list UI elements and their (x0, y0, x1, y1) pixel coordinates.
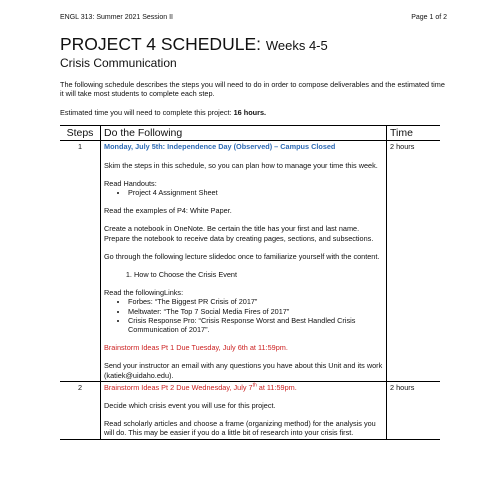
examples-instruction: Read the examples of P4: White Paper. (104, 206, 232, 216)
list-item: • Forbes: “The Biggest PR Crisis of 2017” (128, 297, 383, 306)
intro-paragraph: The following schedule describes the steps you will need to do in order to compose deliverables and the estimated time it will take most students to complete each step. (60, 80, 445, 99)
step-content (101, 381, 387, 439)
table-row (60, 141, 440, 381)
links-list (104, 297, 383, 334)
page-subtitle: Crisis Communication (60, 56, 177, 70)
table-header-row (60, 126, 440, 141)
header-steps: Steps (60, 126, 101, 141)
handouts-list (104, 188, 383, 197)
step-time: 2 hours (387, 141, 441, 381)
header-time: Time (387, 126, 441, 141)
page-header (60, 14, 447, 21)
page-number: Page 1 of 2 (411, 14, 447, 21)
schedule-table (60, 125, 440, 439)
research-instruction: Read scholarly articles and choose a frame (organizing method) for the analysis you will do. This may be easier if you do a little bit of research into your crisis first. (104, 419, 376, 438)
skim-instruction: Skim the steps in this schedule, so you can plan how to manage your time this week. (104, 160, 378, 170)
decide-instruction: Decide which crisis event you will use for this project. (104, 401, 276, 411)
handouts-label: Read Handouts: (104, 178, 157, 188)
title-weeks: Weeks 4-5 (265, 38, 328, 53)
list-item: 1. How to Choose the Crisis Event (134, 270, 383, 279)
estimate-text: Estimated time you will need to complete this project: (60, 108, 234, 118)
list-item: • Crisis Response Pro: “Crisis Response Worst and Best Handled Crisis Communication of 2017”. (128, 316, 383, 334)
email-instruction: Send your instructor an email with any questions you have about this Unit and its work (katiek@uidaho.edu). (104, 361, 383, 380)
time-estimate (60, 108, 447, 117)
list-item: • Meltwater: “The Top 7 Social Media Fires of 2017” (128, 307, 383, 316)
table-row (60, 381, 440, 439)
lecture-list (104, 270, 383, 279)
title-main: PROJECT 4 SCHEDULE: (60, 34, 266, 54)
due-time: at 11:59pm. (256, 382, 297, 392)
estimate-hours: 16 hours. (233, 108, 267, 118)
page-title (60, 35, 447, 55)
links-label: Read the followingLinks: (104, 288, 184, 298)
due-notice (104, 383, 383, 392)
step-number: 2 (60, 381, 101, 439)
notebook-instruction: Create a notebook in OneNote. Be certain the title has your first and last name. Prepare the notebook to receive data by creating pages, sections, and subsections. (104, 224, 374, 243)
due-text: Brainstorm Ideas Pt 2 Due Wednesday, July 7 (104, 382, 253, 392)
step-number: 1 (60, 141, 101, 381)
slidedoc-instruction: Go through the following lecture slidedoc once to familiarize yourself with the content. (104, 251, 380, 261)
due-superscript: th (252, 382, 257, 389)
header-do: Do the Following (101, 126, 387, 141)
list-item: • Project 4 Assignment Sheet (128, 188, 383, 197)
due-notice: Brainstorm Ideas Pt 1 Due Tuesday, July 6th at 11:59pm. (104, 343, 288, 353)
day-heading: Monday, July 5th: Independence Day (Observed) – Campus Closed (104, 142, 336, 152)
step-time: 2 hours (387, 381, 441, 439)
course-label: ENGL 313: Summer 2021 Session II (60, 14, 173, 21)
step-content (101, 141, 387, 381)
